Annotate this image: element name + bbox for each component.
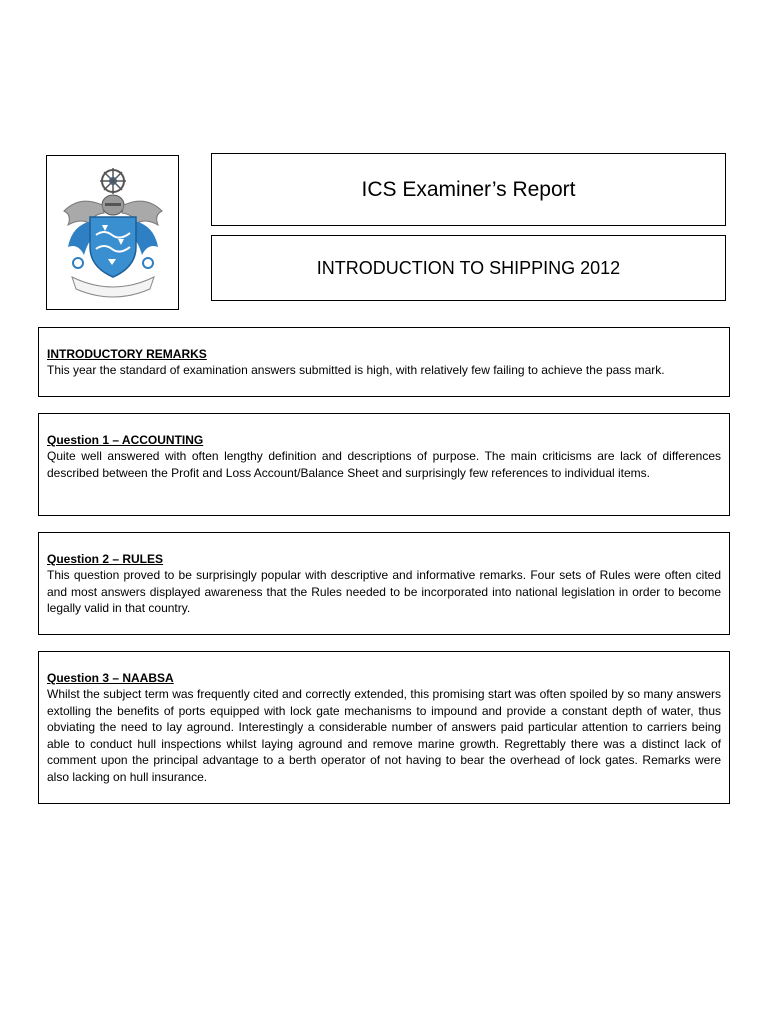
section-heading: INTRODUCTORY REMARKS xyxy=(47,347,207,361)
subtitle-box xyxy=(211,235,726,301)
section-question-2 xyxy=(38,532,730,635)
section-introductory-remarks xyxy=(38,327,730,397)
section-question-3 xyxy=(38,651,730,804)
title-box xyxy=(211,153,726,226)
section-body: This year the standard of examination answers submitted is high, with relatively few failing to achieve the pass mark. xyxy=(47,363,665,377)
section-body: This question proved to be surprisingly popular with descriptive and informative remarks. Four sets of Rules were often cited and most answers displayed awareness that the Rules needed to be incorporated into national legislation in order to become legally valid in that country. xyxy=(47,568,721,616)
section-heading: Question 2 – RULES xyxy=(47,552,164,566)
section-heading: Question 3 – NAABSA xyxy=(47,671,174,685)
report-title: ICS Examiner’s Report xyxy=(361,177,576,201)
logo-box xyxy=(46,155,179,310)
section-heading: Question 1 – ACCOUNTING xyxy=(47,433,204,447)
coat-of-arms-icon xyxy=(58,165,168,300)
section-body: Whilst the subject term was frequently cited and correctly extended, this promising start was often spoiled by so many answers extolling the benefits of ports equipped with lock gate mechanisms to impound and provide a constant depth of water, thus obviating the need to lay aground. Interestingly a considerable number of answers paid particular attention to carriers being able to conduct hull inspections whilst laying aground and remove marine growth. Regrettably there was a distinct lack of comment upon the principal advantage to a berth operator of not having to bear the overhead of lock gates. Remarks were also lacking on hull insurance. xyxy=(47,687,721,784)
section-question-1 xyxy=(38,413,730,516)
section-body: Quite well answered with often lengthy definition and descriptions of purpose. The main criticisms are lack of differences described between the Profit and Loss Account/Balance Sheet and surprisingly few references to individual items. xyxy=(47,449,721,480)
report-subtitle: INTRODUCTION TO SHIPPING 2012 xyxy=(316,257,621,278)
